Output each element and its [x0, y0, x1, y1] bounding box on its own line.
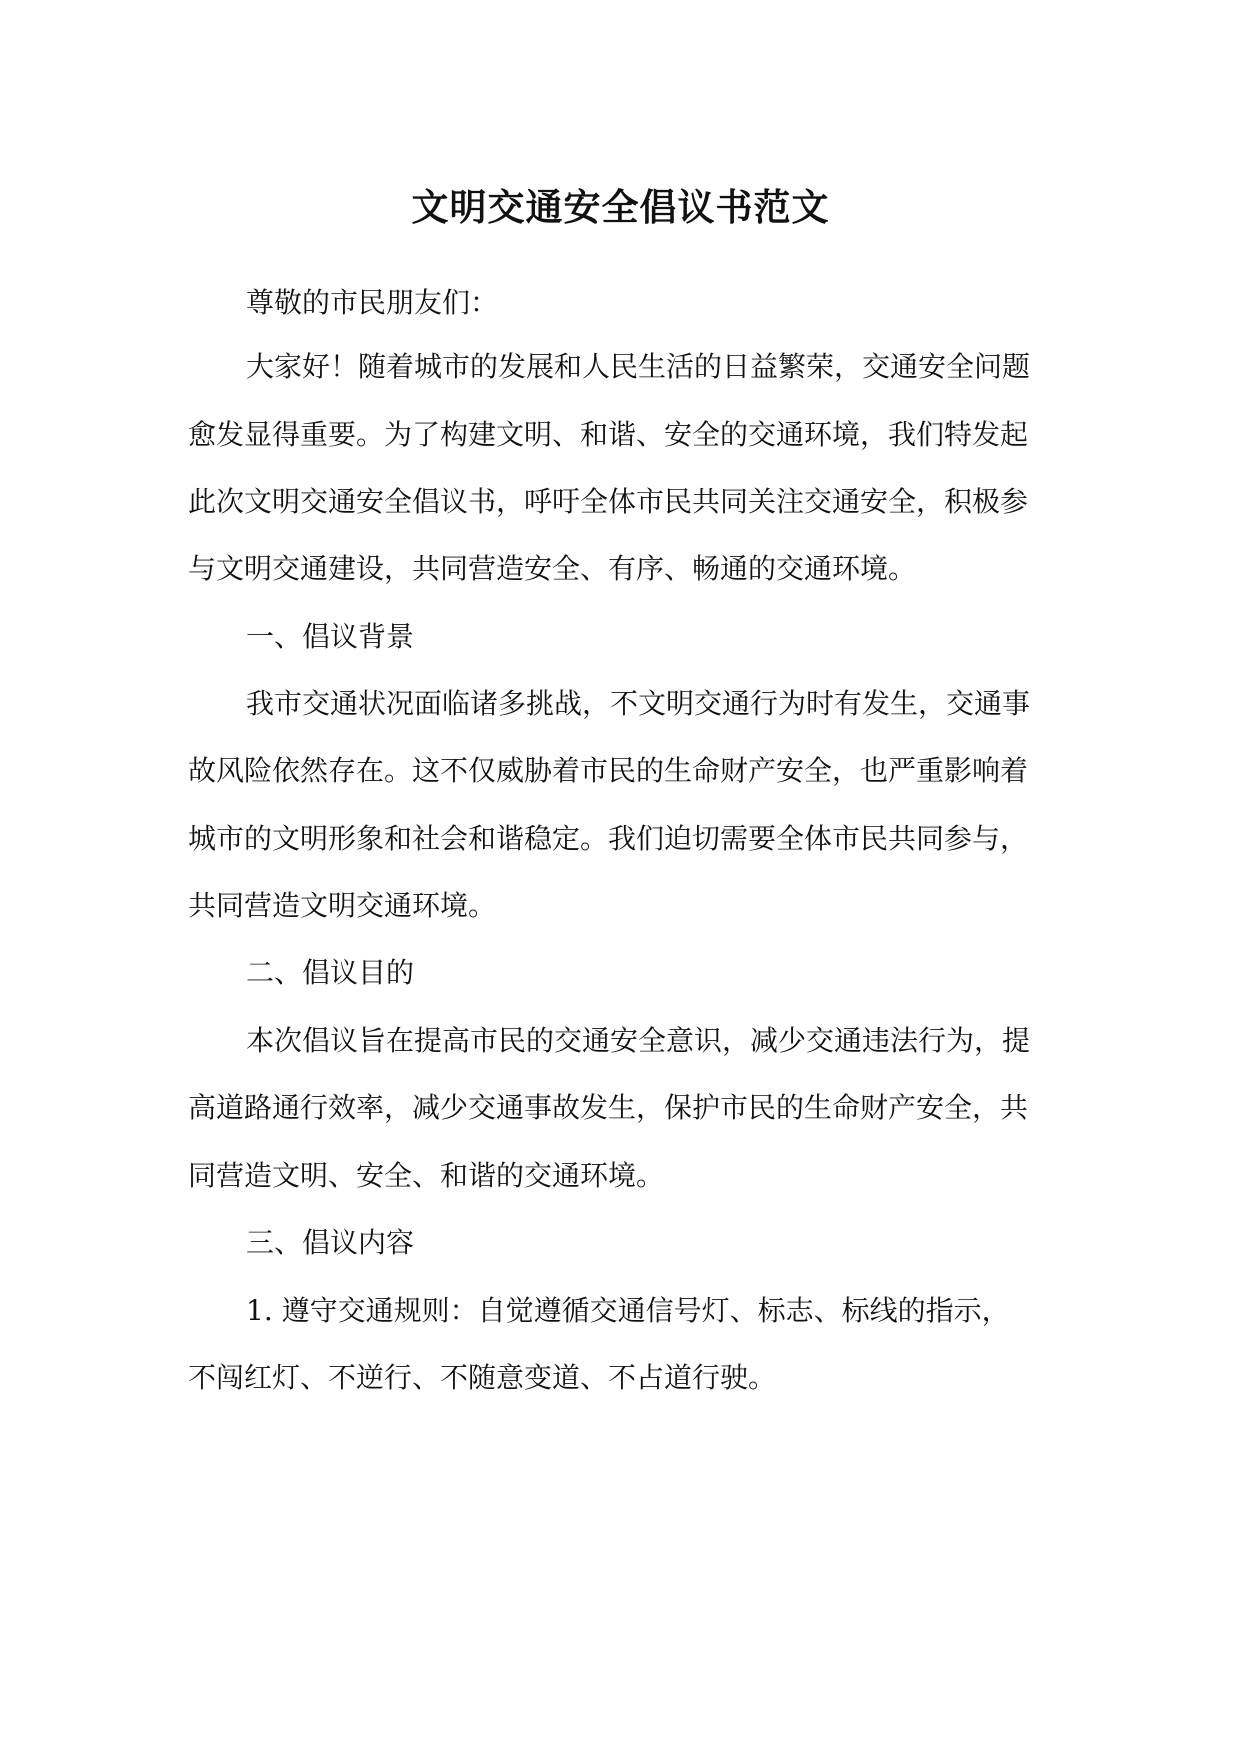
list-item-continuation: 不闯红灯、不逆行、不随意变道、不占道行驶。	[188, 1361, 777, 1394]
list-item: 1. 遵守交通规则：自觉遵循交通信号灯、标志、标线的指示，	[246, 1294, 1010, 1327]
paragraph-line: 与文明交通建设，共同营造安全、有序、畅通的交通环境。	[188, 552, 917, 585]
paragraph-line: 本次倡议旨在提高市民的交通安全意识，减少交通违法行为，提	[246, 1024, 1031, 1057]
salutation: 尊敬的市民朋友们：	[246, 286, 499, 319]
section-heading: 二、倡议目的	[246, 956, 415, 989]
paragraph-line: 共同营造文明交通环境。	[188, 889, 497, 922]
section-heading: 一、倡议背景	[246, 620, 415, 653]
paragraph-line: 大家好！随着城市的发展和人民生活的日益繁荣，交通安全问题	[246, 350, 1031, 383]
paragraph-line: 故风险依然存在。这不仅威胁着市民的生命财产安全，也严重影响着	[188, 754, 1029, 787]
paragraph-line: 高道路通行效率，减少交通事故发生，保护市民的生命财产安全，共	[188, 1091, 1029, 1124]
paragraph-line: 我市交通状况面临诸多挑战，不文明交通行为时有发生，交通事	[246, 687, 1031, 720]
paragraph-line: 同营造文明、安全、和谐的交通环境。	[188, 1159, 665, 1192]
paragraph-line: 城市的文明形象和社会和谐稳定。我们迫切需要全体市民共同参与，	[188, 822, 1029, 855]
section-heading: 三、倡议内容	[246, 1226, 415, 1259]
paragraph-line: 愈发显得重要。为了构建文明、和谐、安全的交通环境，我们特发起	[188, 418, 1029, 451]
document-title: 文明交通安全倡议书范文	[411, 185, 830, 229]
paragraph-line: 此次文明交通安全倡议书，呼吁全体市民共同关注交通安全，积极参	[188, 485, 1029, 518]
